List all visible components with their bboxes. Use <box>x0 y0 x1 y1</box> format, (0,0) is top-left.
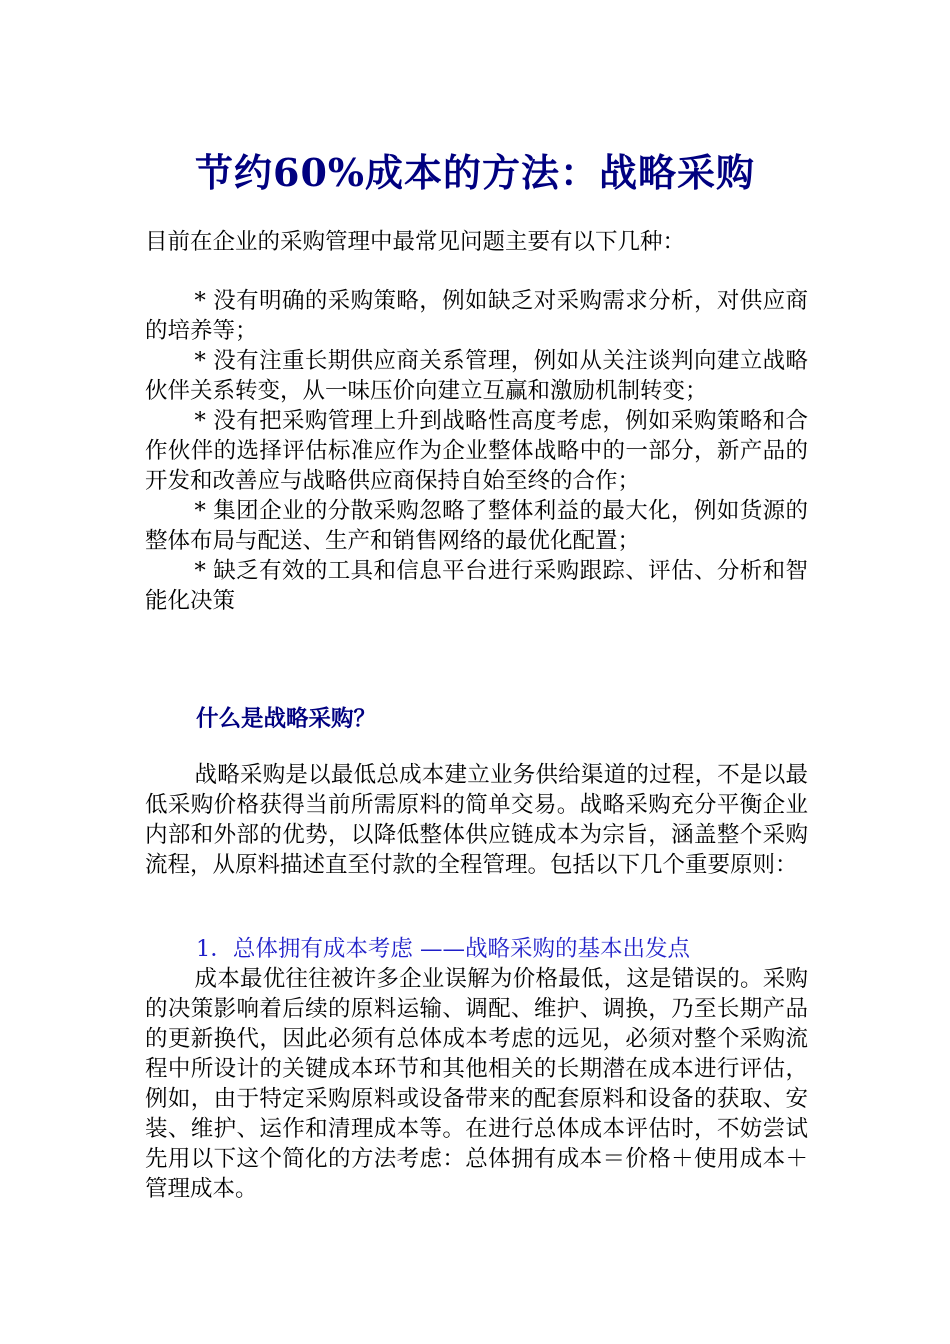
intro-paragraph: 目前在企业的采购管理中最常见问题主要有以下几种： <box>145 229 686 255</box>
problem-item: * 没有明确的采购策略，例如缺乏对采购需求分析，对供应商的培养等； <box>145 288 808 344</box>
document-title: 节约60%成本的方法：战略采购 <box>195 150 755 195</box>
definition-section <box>145 760 808 880</box>
problem-item: * 没有把采购管理上升到战略性高度考虑，例如采购策略和合作伙伴的选择评估标准应作为企业整体战略中的一部分，新产品的开发和改善应与战略供应商保持自始至终的合作； <box>145 408 808 494</box>
problem-item: * 没有注重长期供应商关系管理，例如从关注谈判向建立战略伙伴关系转变，从一味压价向建立互赢和激励机制转变； <box>145 348 808 404</box>
principle-heading: 1．总体拥有成本考虑 ——战略采购的基本出发点 <box>196 936 690 962</box>
problem-item: * 集团企业的分散采购忽略了整体利益的最大化，例如货源的整体布局与配送、生产和销售网络的最优化配置； <box>145 498 808 554</box>
principle-paragraph: 成本最优往往被许多企业误解为价格最低，这是错误的。采购的决策影响着后续的原料运输、调配、维护、调换，乃至长期产品的更新换代，因此必须有总体成本考虑的远见，必须对整个采购流程中所设计的关键成本环节和其他相关的长期潜在成本进行评估，例如，由于特定采购原料或设备带来的配套原料和设备的获取、安装、维护、运作和清理成本等。在进行总体成本评估时，不妨尝试先用以下这个简化的方法考虑：总体拥有成本＝价格＋使用成本＋管理成本。 <box>145 966 808 1202</box>
principle-section <box>145 964 808 1204</box>
problem-list <box>145 286 808 616</box>
definition-paragraph: 战略采购是以最低总成本建立业务供给渠道的过程，不是以最低采购价格获得当前所需原料的简单交易。战略采购充分平衡企业内部和外部的优势，以降低整体供应链成本为宗旨，涵盖整个采购流程，从原料描述直至付款的全程管理。包括以下几个重要原则： <box>145 762 808 878</box>
problem-item: * 缺乏有效的工具和信息平台进行采购跟踪、评估、分析和智能化决策 <box>145 558 808 614</box>
section-heading: 什么是战略采购？ <box>196 706 377 732</box>
